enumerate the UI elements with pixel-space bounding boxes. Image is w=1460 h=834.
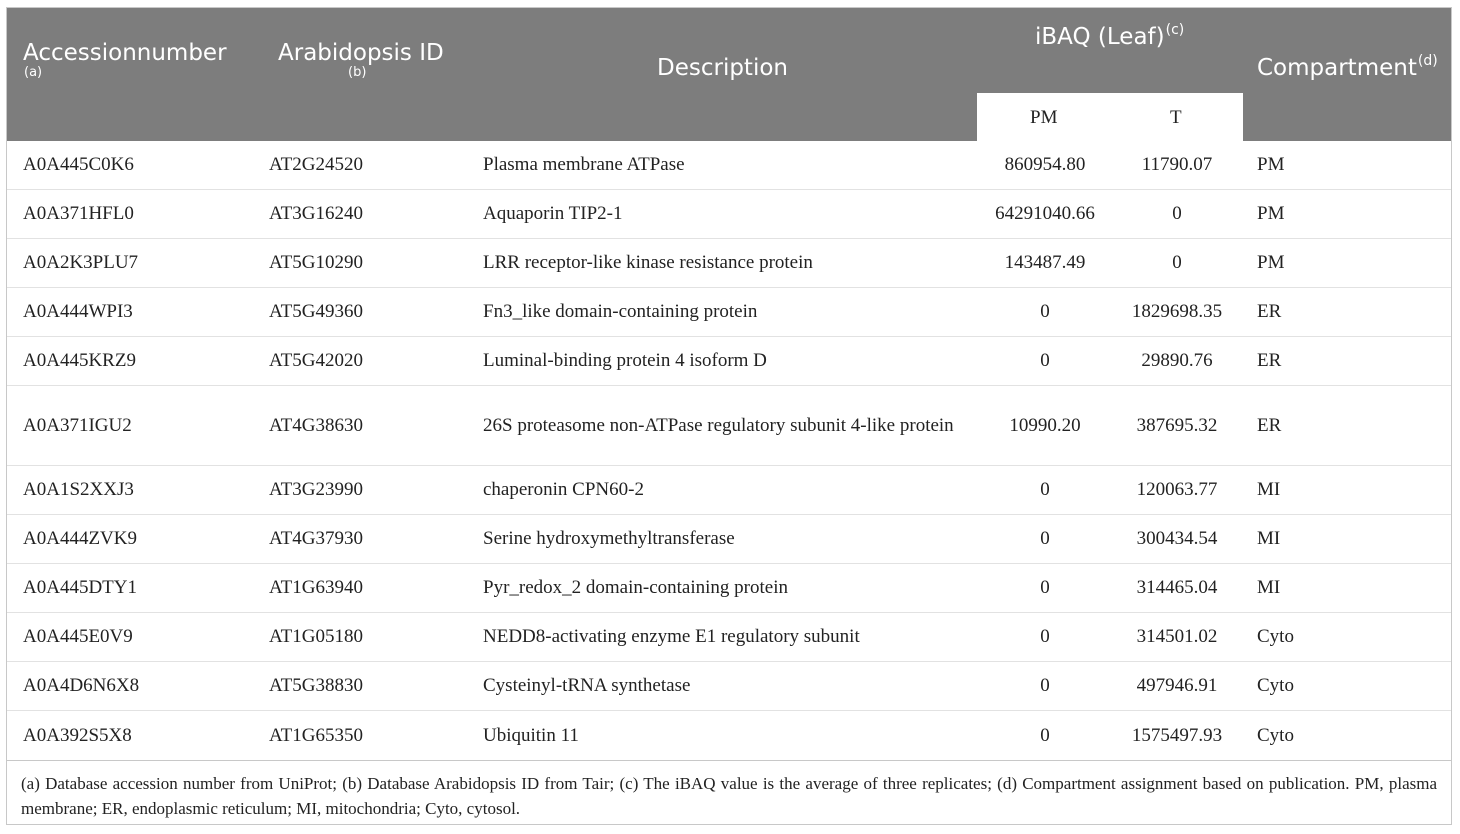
cell-ibaq-pm: 10990.20 (1009, 414, 1081, 436)
table-row (7, 141, 1451, 190)
cell-ibaq-pm: 0 (1040, 479, 1050, 500)
cell-compartment: MI (1257, 479, 1281, 500)
cell-description: NEDD8-activating enzyme E1 regulatory subunit (483, 626, 860, 647)
cell-compartment: Cyto (1257, 626, 1294, 647)
cell-ibaq-pm: 0 (1040, 528, 1050, 549)
protein-table (6, 7, 1452, 825)
cell-arabidopsis-id: AT3G16240 (269, 203, 363, 224)
cell-description: 26S proteasome non-ATPase regulatory subunit 4-like protein (483, 414, 954, 436)
cell-compartment: ER (1257, 301, 1282, 322)
cell-arabidopsis-id: AT5G49360 (269, 301, 363, 322)
cell-compartment: MI (1257, 577, 1281, 598)
cell-accession: A0A4D6N6X8 (23, 675, 140, 696)
cell-ibaq-pm: 64291040.66 (995, 203, 1095, 224)
cell-ibaq-t: 314501.02 (1136, 626, 1218, 647)
header-description: Description (657, 55, 788, 81)
header-ibaq-note: (c) (1165, 22, 1185, 38)
table-row (7, 386, 1451, 466)
cell-ibaq-t: 11790.07 (1141, 154, 1213, 175)
header-compartment (1257, 53, 1438, 81)
header-ibaq (1035, 22, 1185, 50)
cell-description: Fn3_like domain-containing protein (483, 301, 758, 322)
cell-description: Ubiquitin 11 (483, 724, 579, 746)
cell-ibaq-t: 1575497.93 (1131, 724, 1223, 746)
header-arabidopsis-note: (b) (348, 65, 367, 80)
cell-ibaq-pm: 0 (1040, 350, 1050, 371)
cell-arabidopsis-id: AT4G37930 (269, 528, 363, 549)
cell-ibaq-t: 29890.76 (1141, 350, 1213, 371)
cell-compartment: PM (1257, 154, 1285, 175)
cell-ibaq-pm: 0 (1040, 675, 1050, 696)
cell-compartment: ER (1257, 414, 1282, 436)
subheader-t: T (1170, 107, 1182, 128)
table-row (7, 288, 1451, 337)
cell-compartment: Cyto (1257, 724, 1294, 746)
cell-accession: A0A392S5X8 (23, 724, 132, 746)
table-header (7, 8, 1451, 141)
table-row (7, 711, 1451, 760)
header-ibaq-label: iBAQ (Leaf) (1035, 24, 1165, 50)
cell-ibaq-pm: 0 (1040, 301, 1050, 322)
subheader-pm: PM (1030, 107, 1058, 128)
cell-accession: A0A371HFL0 (23, 203, 134, 224)
cell-ibaq-t: 497946.91 (1136, 675, 1218, 696)
ibaq-subheader (977, 93, 1243, 141)
header-compartment-note: (d) (1417, 53, 1438, 69)
cell-accession: A0A445E0V9 (23, 626, 133, 647)
table-row (7, 564, 1451, 613)
table-footnote: (a) Database accession number from UniProt; (b) Database Arabidopsis ID from Tair; (c) The iBAQ value is the average of three replicates; (d) Compartment assignment based on publication. PM, plasma membrane; ER, endoplasmic reticulum; MI, mitochondria; Cyto, cytosol. (7, 760, 1451, 821)
table-row (7, 190, 1451, 239)
cell-ibaq-t: 120063.77 (1136, 479, 1218, 500)
cell-accession: A0A2K3PLU7 (23, 252, 139, 273)
cell-description: Pyr_redox_2 domain-containing protein (483, 577, 788, 598)
cell-arabidopsis-id: AT3G23990 (269, 479, 363, 500)
cell-description: Luminal-binding protein 4 isoform D (483, 350, 767, 371)
cell-arabidopsis-id: AT5G10290 (269, 252, 363, 273)
cell-arabidopsis-id: AT1G05180 (269, 626, 363, 647)
cell-ibaq-t: 0 (1172, 252, 1182, 273)
cell-description: Aquaporin TIP2-1 (483, 203, 623, 224)
cell-ibaq-t: 0 (1172, 203, 1182, 224)
cell-description: LRR receptor-like kinase resistance protein (483, 252, 813, 273)
table-row (7, 662, 1451, 711)
cell-description: Plasma membrane ATPase (483, 154, 685, 175)
cell-accession: A0A445DTY1 (23, 577, 137, 598)
cell-accession: A0A371IGU2 (23, 414, 132, 436)
cell-ibaq-pm: 0 (1040, 626, 1050, 647)
header-accession: Accessionnumber (23, 40, 227, 66)
cell-ibaq-pm: 0 (1040, 577, 1050, 598)
cell-compartment: PM (1257, 203, 1285, 224)
cell-accession: A0A445KRZ9 (23, 350, 136, 371)
table-row (7, 239, 1451, 288)
cell-description: Cysteinyl-tRNA synthetase (483, 675, 691, 696)
cell-description: Serine hydroxymethyltransferase (483, 528, 735, 549)
cell-ibaq-t: 387695.32 (1136, 414, 1218, 436)
cell-accession: A0A444ZVK9 (23, 528, 137, 549)
cell-arabidopsis-id: AT5G42020 (269, 350, 363, 371)
cell-compartment: MI (1257, 528, 1281, 549)
table-row (7, 337, 1451, 386)
cell-ibaq-pm: 143487.49 (1004, 252, 1086, 273)
cell-arabidopsis-id: AT1G65350 (269, 724, 363, 746)
cell-ibaq-pm: 860954.80 (1004, 154, 1086, 175)
table-row (7, 466, 1451, 515)
header-arabidopsis: Arabidopsis ID (278, 40, 444, 66)
cell-compartment: ER (1257, 350, 1282, 371)
cell-arabidopsis-id: AT1G63940 (269, 577, 363, 598)
cell-accession: A0A444WPI3 (23, 301, 133, 322)
cell-compartment: Cyto (1257, 675, 1294, 696)
cell-compartment: PM (1257, 252, 1285, 273)
header-compartment-label: Compartment (1257, 55, 1417, 81)
cell-ibaq-t: 1829698.35 (1131, 301, 1223, 322)
cell-ibaq-t: 300434.54 (1136, 528, 1218, 549)
cell-description: chaperonin CPN60-2 (483, 479, 644, 500)
cell-accession: A0A445C0K6 (23, 154, 134, 175)
cell-arabidopsis-id: AT4G38630 (269, 414, 363, 436)
table-row (7, 515, 1451, 564)
cell-ibaq-pm: 0 (1040, 724, 1050, 746)
header-accession-note: (a) (24, 65, 43, 80)
cell-ibaq-t: 314465.04 (1136, 577, 1218, 598)
cell-accession: A0A1S2XXJ3 (23, 479, 134, 500)
table-row (7, 613, 1451, 662)
cell-arabidopsis-id: AT2G24520 (269, 154, 363, 175)
cell-arabidopsis-id: AT5G38830 (269, 675, 363, 696)
